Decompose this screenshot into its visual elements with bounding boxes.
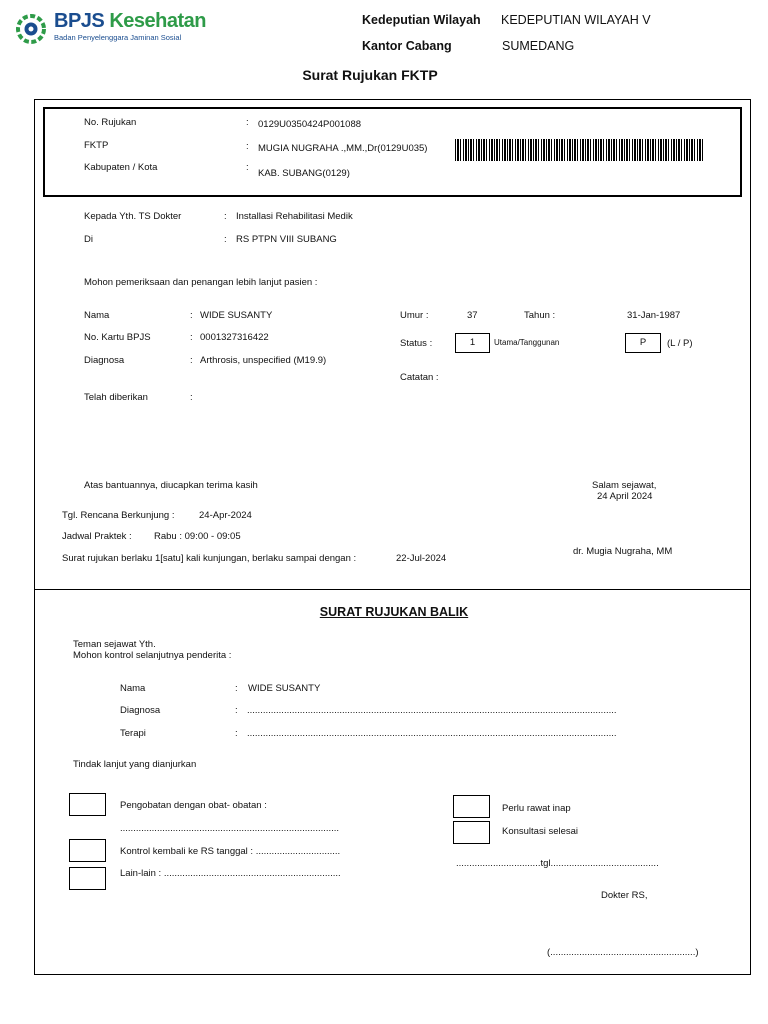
konsul-checkbox[interactable]: [453, 821, 490, 844]
fktp-value: MUGIA NUGRAHA .,MM.,Dr(0129U035): [258, 143, 428, 154]
tahun-label: Tahun :: [524, 310, 556, 321]
cabang-value: SUMEDANG: [502, 39, 575, 53]
balik-greeting-1: Teman sejawat Yth.: [73, 639, 156, 650]
kartu-sep: :: [190, 332, 193, 343]
di-sep: :: [224, 234, 227, 245]
fktp-label: FKTP: [84, 140, 109, 151]
di-value: RS PTPN VIII SUBANG: [236, 234, 337, 245]
kepada-sep: :: [224, 211, 227, 222]
umur-label: Umur :: [400, 310, 429, 321]
balik-greeting-2: Mohon kontrol selanjutnya penderita :: [73, 650, 232, 661]
gender-desc: (L / P): [667, 338, 693, 349]
kartu-value: 0001327316422: [200, 332, 269, 343]
section-divider: [34, 589, 751, 590]
bpjs-logo-icon: [16, 14, 46, 44]
balik-nama-label: Nama: [120, 683, 146, 694]
balik-diagnosa-label: Diagnosa: [120, 705, 161, 716]
rawat-checkbox[interactable]: [453, 795, 490, 818]
obat-dots: ...................................................................................: [120, 823, 340, 834]
deputi-value: KEDEPUTIAN WILAYAH V: [501, 13, 651, 27]
diagnosa-value: Arthrosis, unspecified (M19.9): [200, 355, 327, 366]
obat-checkbox[interactable]: [69, 793, 106, 816]
salam-text: Salam sejawat,: [592, 480, 657, 491]
gender-box: P: [625, 333, 661, 353]
deputi-label: Kedeputian Wilayah: [362, 13, 481, 27]
balik-nama-sep: :: [235, 683, 238, 694]
berlaku-value: 22-Jul-2024: [396, 553, 447, 564]
status-label: Status :: [400, 338, 433, 349]
cabang-label: Kantor Cabang: [362, 39, 452, 53]
balik-terapi-dots: ............................................................................................................................................: [247, 728, 617, 739]
no-rujukan-label: No. Rujukan: [84, 117, 137, 128]
lain-checkbox[interactable]: [69, 867, 106, 890]
lain-label: Lain-lain : ...................................................................: [120, 868, 341, 879]
tindak-label: Tindak lanjut yang dianjurkan: [73, 759, 197, 770]
kontrol-checkbox[interactable]: [69, 839, 106, 862]
balik-diagnosa-dots: ............................................................................................................................................: [247, 705, 617, 716]
dokter-name: dr. Mugia Nugraha, MM: [573, 546, 673, 557]
dokter-rs-label: Dokter RS,: [601, 890, 648, 901]
tahun-value: 31-Jan-1987: [627, 310, 681, 321]
berlaku-text: Surat rujukan berlaku 1[satu] kali kunjungan, berlaku sampai dengan :: [62, 553, 357, 564]
fktp-sep: :: [246, 141, 249, 152]
nama-value: WIDE SUSANTY: [200, 310, 273, 321]
rawat-label: Perlu rawat inap: [502, 803, 571, 814]
logo-name-b: Kesehatan: [109, 10, 206, 32]
kabupaten-label: Kabupaten / Kota: [84, 162, 158, 173]
jadwal-label: Jadwal Praktek :: [62, 531, 132, 542]
no-rujukan-sep: :: [246, 117, 249, 128]
kepada-value: Installasi Rehabilitasi Medik: [236, 211, 353, 222]
logo-wordmark: [54, 10, 206, 33]
kabupaten-sep: :: [246, 162, 249, 173]
diberikan-sep: :: [190, 392, 193, 403]
balik-terapi-label: Terapi: [120, 728, 146, 739]
thanks-text: Atas bantuannya, diucapkan terima kasih: [84, 480, 258, 491]
intro-text: Mohon pemeriksaan dan penangan lebih lanjut pasien :: [84, 277, 318, 288]
tgl-line: ................................tgl.........................................: [456, 858, 659, 869]
balik-nama-value: WIDE SUSANTY: [248, 683, 321, 694]
balik-title: SURAT RUJUKAN BALIK: [319, 605, 469, 619]
balik-terapi-sep: :: [235, 728, 238, 739]
diagnosa-sep: :: [190, 355, 193, 366]
nama-label: Nama: [84, 310, 110, 321]
kontrol-label: Kontrol kembali ke RS tanggal : ................................: [120, 846, 341, 857]
nama-sep: :: [190, 310, 193, 321]
outer-frame: [34, 99, 751, 975]
konsul-label: Konsultasi selesai: [502, 826, 579, 837]
kepada-label: Kepada Yth. TS Dokter: [84, 211, 182, 222]
signature-line: (.......................................................): [547, 947, 699, 958]
obat-label: Pengobatan dengan obat- obatan :: [120, 800, 267, 811]
status-desc: Utama/Tanggunan: [494, 338, 560, 347]
rencana-label: Tgl. Rencana Berkunjung :: [62, 510, 175, 521]
status-box: 1: [455, 333, 490, 353]
catatan-label: Catatan :: [400, 372, 439, 383]
kartu-label: No. Kartu BPJS: [84, 332, 151, 343]
umur-value: 37: [467, 310, 478, 321]
rencana-value: 24-Apr-2024: [199, 510, 252, 521]
surat-date: 24 April 2024: [597, 491, 653, 502]
di-label: Di: [84, 234, 93, 245]
barcode: [455, 139, 703, 161]
diagnosa-label: Diagnosa: [84, 355, 125, 366]
balik-diagnosa-sep: :: [235, 705, 238, 716]
document-title: Surat Rujukan FKTP: [302, 67, 438, 83]
kabupaten-value: KAB. SUBANG(0129): [258, 168, 350, 179]
diberikan-label: Telah diberikan: [84, 392, 148, 403]
jadwal-value: Rabu : 09:00 - 09:05: [154, 531, 241, 542]
logo-subtitle: Badan Penyelenggara Jaminan Sosial: [54, 33, 182, 42]
no-rujukan-value: 0129U0350424P001088: [258, 119, 362, 130]
logo-name-a: BPJS: [54, 10, 105, 32]
